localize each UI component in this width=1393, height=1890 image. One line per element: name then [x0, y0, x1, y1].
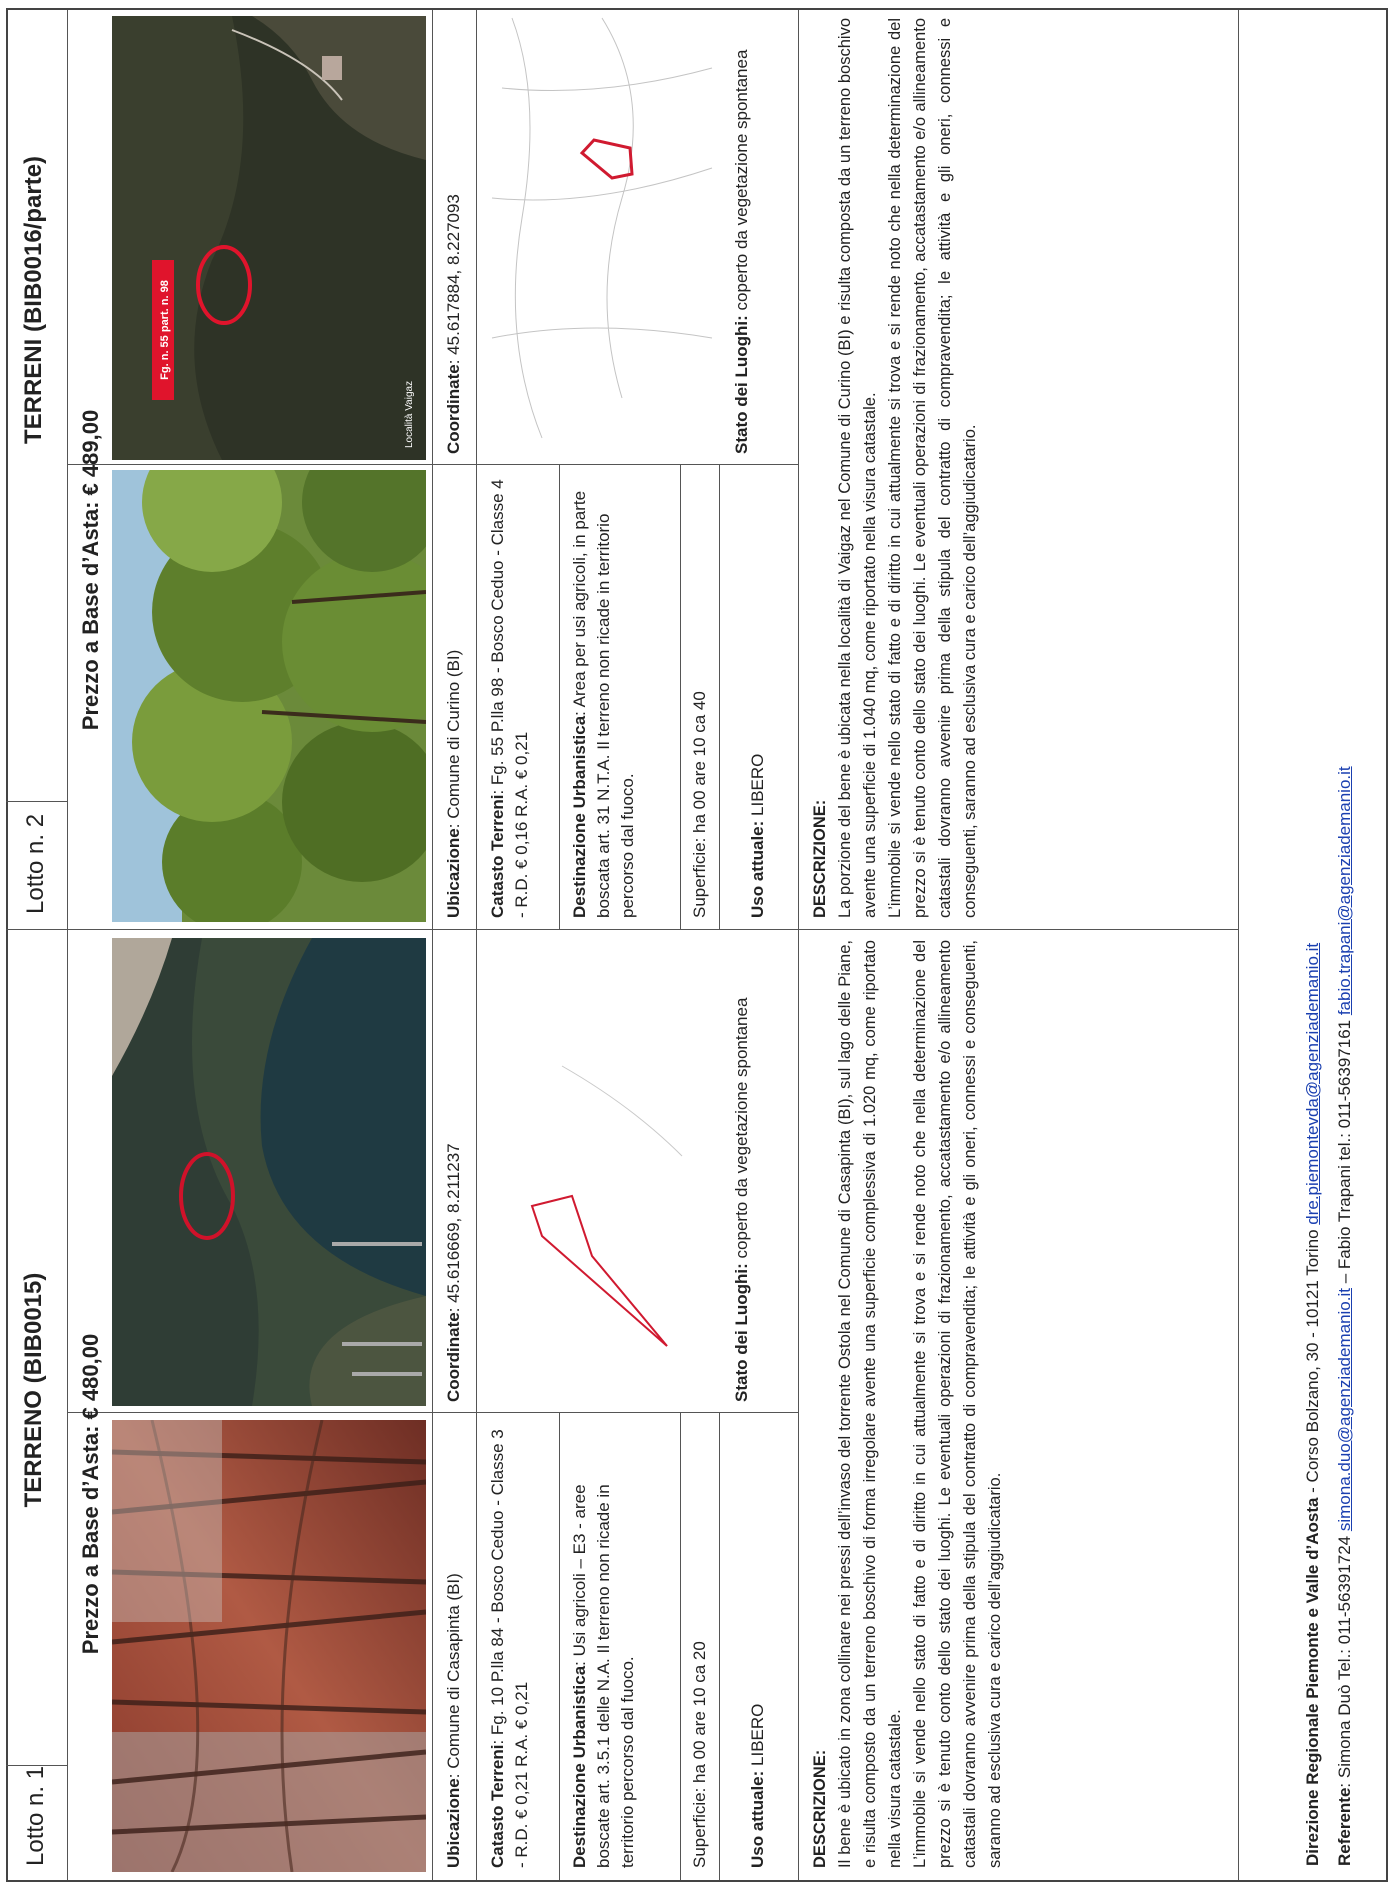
lot1-superficie [688, 1422, 712, 1868]
lot2-title: TERRENI (BIB0016/parte) [20, 155, 47, 445]
lot-divider [6, 929, 1238, 930]
lot2-number: Lotto n. 2 [22, 813, 49, 914]
footer-referente-sep: – Fabio Trapani tel.: 011-56397161 [1335, 1015, 1354, 1288]
lot2-catasto [486, 472, 534, 918]
lot1-uso [746, 1422, 770, 1868]
lot2-sup-value: ha 00 are 10 ca 40 [690, 691, 709, 838]
lot2-description [808, 18, 983, 918]
lot2-uso-label: Uso attuale: [748, 820, 767, 918]
lot1-photo-aerial [112, 938, 426, 1406]
lot2-ubicazione [442, 470, 466, 918]
lot1-ubicazione-label: Ubicazione [444, 1778, 463, 1868]
lot2-row-line [798, 10, 799, 930]
lot1-sup-value: ha 00 are 10 ca 20 [690, 1641, 709, 1788]
lot2-desc-p1: La porzione del bene è ubicata nella località di Vaigaz nel Comune di Curino (BI) e risulta composta da un terreno boschivo avente una superficie di 1.040 mq, come riportato nella visura catastale. [836, 18, 879, 918]
lot1-price: Prezzo a Base d’Asta: € 480,00 [78, 1333, 103, 1655]
lot2-dest-value: : Area per usi agricoli, in parte boscata art. 31 N.T.A. Il terreno non ricade in territorio percorso dal fuoco. [570, 490, 637, 918]
lot1-row-line [680, 1413, 681, 1880]
lot2-coordinate [442, 14, 466, 454]
lot1-description [808, 940, 1008, 1868]
lot2-sup-label: Superficie: [690, 837, 709, 918]
lot2-photo-bottom [432, 10, 433, 930]
lot2-catasto-value: : Fg. 55 P.lla 98 - Bosco Ceduo - Classe 4 - R.D. € 0,16 R.A. € 0,21 [488, 479, 531, 918]
lot1-dest-value: : Usi agricoli – E3 - aree boscate art. 3.5.1 delle N.A. Il terreno non ricade in territorio percorso dal fuoco. [570, 1484, 637, 1868]
lot1-desc-p2: L’immobile si vende nello stato di fatto e di diritto in cui attualmente si trova e si rende noto che nella determinazione del prezzo si è tenuto conto dello stato dei luoghi. Le eventuali operazioni di frazionamento, accatastamento e/o allineamento catastali dovranno avvenire prima della stipula del contratto di compravendita; le attività e gli oneri, connessi e conseguenti, saranno ad esclusiva cura e carico dell’aggiudicatario. [911, 940, 1004, 1868]
lot1-title: TERRENO (BIB0015) [20, 1272, 47, 1508]
footer-referente-value: : Simona Duò Tel.: 011-56391724 [1335, 1531, 1354, 1788]
lot1-column-divider [67, 1412, 798, 1413]
lot2-desc-title: DESCRIZIONE: [811, 799, 829, 918]
footer-direzione-email[interactable]: dre.piemontevda@agenziademanio.it [1303, 942, 1322, 1225]
footer-direzione-value: - Corso Bolzano, 30 - 10121 Torino [1303, 1224, 1322, 1498]
lot1-destinazione [568, 1422, 640, 1868]
lot2-stato-value: coperto da vegetazione spontanea [732, 49, 751, 316]
lot2-ubicazione-value: : Comune di Curino (BI) [444, 649, 463, 829]
lot1-coord-label: Coordinate [444, 1312, 463, 1402]
lot2-row-line [680, 465, 681, 930]
lot1-row-line [476, 930, 477, 1880]
lot1-coordinate [442, 942, 466, 1402]
lot1-dest-label: Destinazione Urbanistica [570, 1665, 589, 1868]
header-divider [67, 10, 68, 1880]
footer-referente [1332, 766, 1358, 1866]
lot2-uso-value: LIBERO [748, 753, 767, 821]
lot2-row-line [476, 10, 477, 930]
lot2-stato [730, 14, 754, 454]
lot2-cadastral-map [482, 14, 722, 458]
lot1-ubicazione-value: : Comune di Casapinta (BI) [444, 1573, 463, 1779]
footer-divider [1238, 10, 1239, 1880]
lot1-stato-value: coperto da vegetazione spontanea [732, 997, 751, 1264]
lot1-catasto-label: Catasto Terreni [488, 1744, 507, 1868]
lot2-header-divider [6, 801, 67, 802]
footer-referente-email[interactable]: simona.duo@agenziademanio.it [1335, 1288, 1354, 1532]
lot1-catasto [486, 1422, 534, 1868]
lot2-row-line [559, 465, 560, 930]
lot2-map-locality: Località Vaigaz [404, 380, 415, 448]
lot2-catasto-label: Catasto Terreni [488, 794, 507, 918]
lot1-stato-label: Stato dei Luoghi: [732, 1263, 751, 1402]
lot2-photo-aerial [112, 16, 426, 460]
lot1-row-line [559, 1413, 560, 1880]
lot1-catasto-value: : Fg. 10 P.lla 84 - Bosco Ceduo - Classe 3 - R.D. € 0,21 R.A. € 0,21 [488, 1429, 531, 1868]
footer-referente-label: Referente [1335, 1787, 1354, 1866]
lot1-uso-value: LIBERO [748, 1703, 767, 1771]
footer-direzione [1300, 943, 1326, 1866]
lot2-coord-label: Coordinate [444, 364, 463, 454]
footer-referente-email2[interactable]: fabio.trapani@agenziademanio.it [1335, 766, 1354, 1016]
lot1-desc-title: DESCRIZIONE: [811, 1749, 829, 1868]
lot1-row-line [798, 930, 799, 1880]
lot2-map-label: Fg. n. 55 part. n. 98 [159, 280, 171, 380]
lot2-price: Prezzo a Base d’Asta: € 489,00 [78, 409, 103, 731]
lot1-coord-value: : 45.616669, 8.211237 [444, 1143, 463, 1313]
lot1-stato [730, 942, 754, 1402]
lot1-row-line [719, 1413, 720, 1880]
lot2-dest-label: Destinazione Urbanistica [570, 715, 589, 918]
lot2-photo-woodland [112, 470, 426, 922]
lot2-coord-value: : 45.617884, 8.227093 [444, 194, 463, 365]
lot2-column-divider [67, 464, 798, 465]
footer-direzione-label: Direzione Regionale Piemonte e Valle d’Aosta [1303, 1497, 1322, 1866]
lot2-superficie [688, 472, 712, 918]
lot2-desc-p2: L’immobile si vende nello stato di fatto e di diritto in cui attualmente si trova e si rende noto che nella determinazione del prezzo si è tenuto conto dello stato dei luoghi. Le eventuali operazioni di frazionamento, accatastamento e/o allineamento catastali dovranno avvenire prima della stipula del contratto di compravendita; le attività e gli oneri, connessi e conseguenti, saranno ad esclusiva cura e carico dell’aggiudicatario. [886, 18, 979, 918]
lot1-photo-woodland [112, 1420, 426, 1872]
lot2-ubicazione-label: Ubicazione [444, 828, 463, 918]
lot1-photo-bottom [432, 930, 433, 1880]
lot1-sup-label: Superficie: [690, 1787, 709, 1868]
lot2-uso [746, 472, 770, 918]
lot2-stato-label: Stato dei Luoghi: [732, 315, 751, 454]
lot1-number: Lotto n. 1 [22, 1765, 49, 1866]
lot2-row-line [719, 465, 720, 930]
lot1-desc-p1: Il bene è ubicato in zona collinare nei pressi dell’invaso del torrente Ostola nel Comune di Casapinta (BI), sul lago delle Piane, e risulta composto da un terreno boschivo di forma irregolare avente una superficie complessiva di 1.020 mq, come riportato nella visura catastale. [836, 940, 904, 1868]
lot1-uso-label: Uso attuale: [748, 1770, 767, 1868]
lot1-ubicazione [442, 1418, 466, 1868]
lot2-destinazione [568, 472, 640, 918]
lot1-cadastral-map [482, 936, 722, 1406]
